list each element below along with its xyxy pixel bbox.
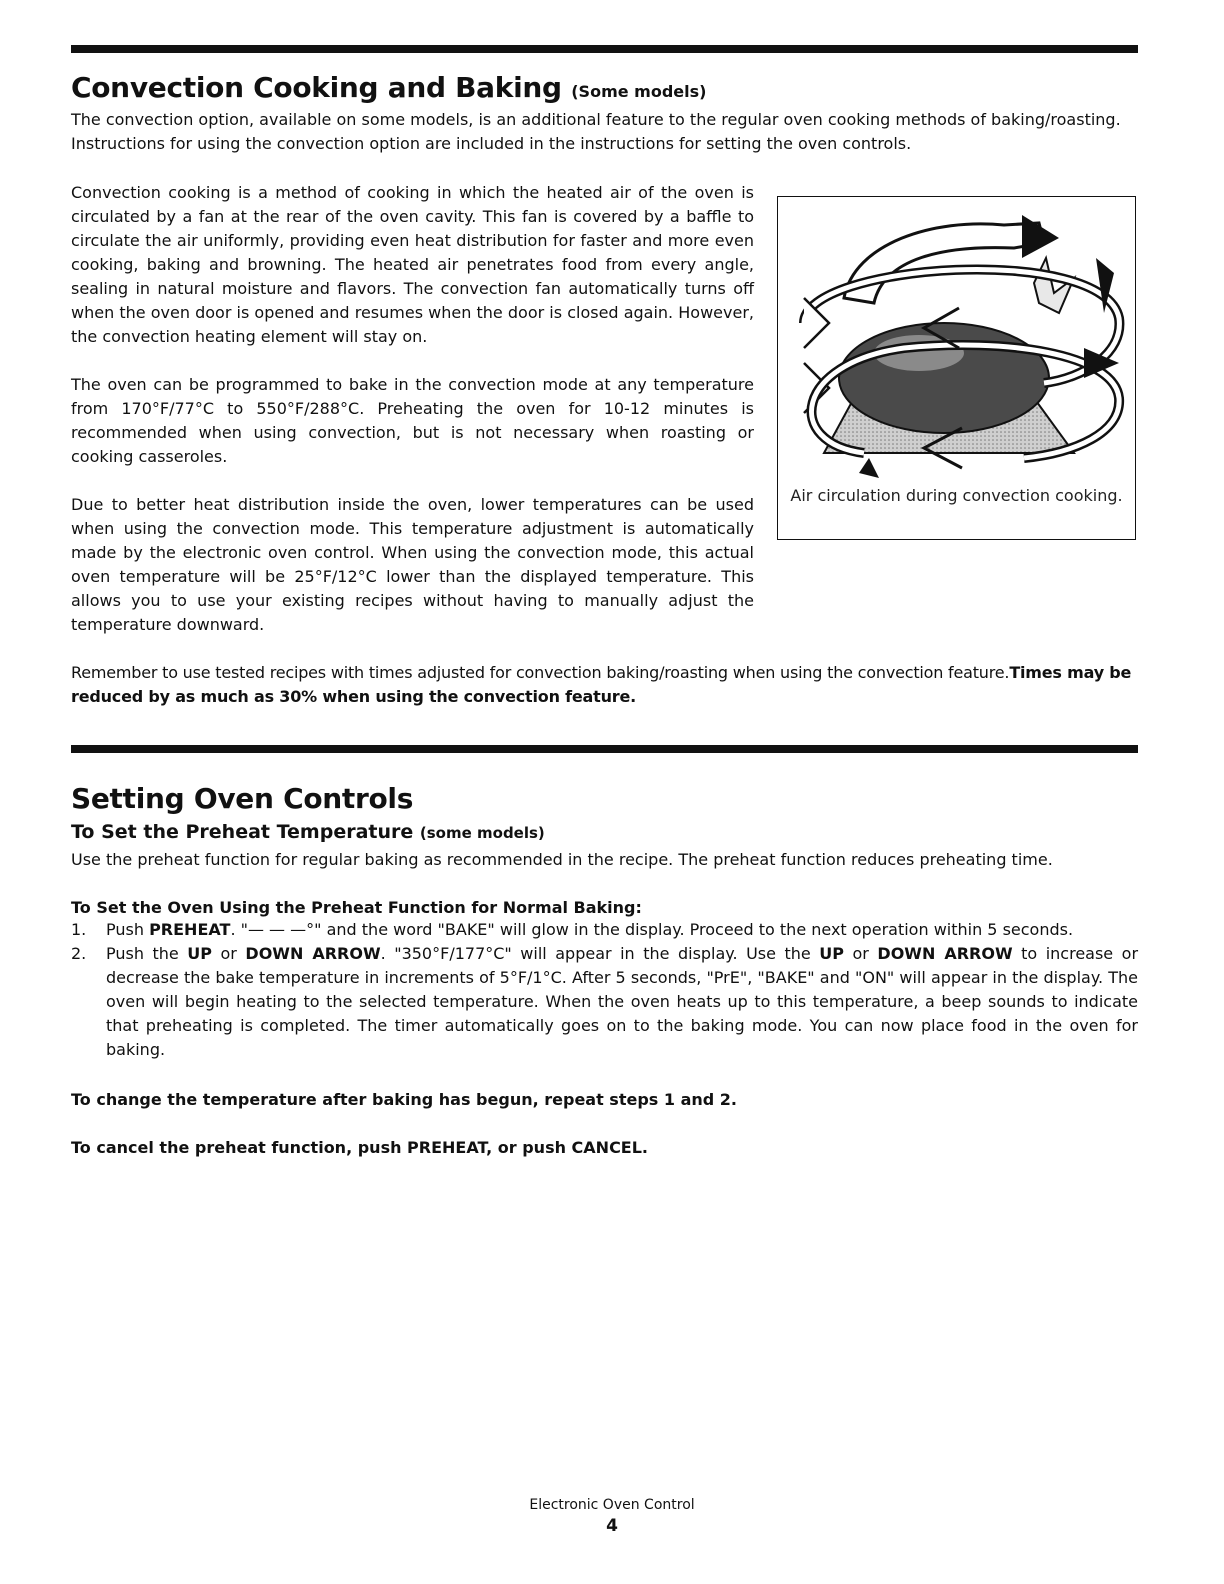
convection-paragraph-1: Convection cooking is a method of cooking in which the heated air of the oven is circulated by a fan at the rear of the oven cavity. This fan is covered by a baffle to circulate the air uniformly, providing even heat distribution for faster and more even cooking, baking and browning. The heated air penetrates food from every angle, sealing in natural moisture and flavors. The convection fan automatically turns off when the oven door is opened and resumes when the door is closed again. However, the convection heating element will stay on. [71,183,754,346]
procedure-heading: To Set the Oven Using the Preheat Function for Normal Baking: [71,898,642,917]
top-rule [71,45,1138,53]
step-2: 2. Push the UP or DOWN ARROW. "350°F/177°C" will appear in the display. Use the UP or DOWN ARROW to increase or decrease the bake temperature in increments of 5°F/1°C. After 5 seconds, "PrE", "BAKE" and "ON" will appear in the display. The oven will begin heating to the selected temperature. When the oven heats up to this temperature, a beep sounds to indicate that preheating is completed. The timer automatically goes on to the baking mode. You can now place food in the oven for baking. [71,944,1139,1059]
footer-title: Electronic Oven Control [529,1497,695,1513]
remember-paragraph: Remember to use tested recipes with times adjusted for convection baking/roasting when using the convection feature.Times may be reduced by as much as 30% when using the convection feature. [71,663,1132,706]
section-title-convection: Convection Cooking and Baking (Some models) [71,71,707,104]
page-number: 4 [606,1516,618,1536]
note-cancel-preheat: To cancel the preheat function, push PREHEAT, or push CANCEL. [71,1138,649,1157]
air-circulation-figure [777,196,1136,540]
note-change-temperature: To change the temperature after baking has begun, repeat steps 1 and 2. [71,1090,737,1109]
preheat-intro: Use the preheat function for regular baking as recommended in the recipe. The preheat function reduces preheating time. [71,850,1053,869]
convection-paragraph-2: The oven can be programmed to bake in the convection mode at any temperature from 170°F/77°C to 550°F/288°C. Preheating the oven for 10-12 minutes is recommended when using convection, but is not necessary when roasting or cooking casseroles. [71,375,754,466]
section-title-setting-controls: Setting Oven Controls [71,782,414,815]
subtitle-preheat: To Set the Preheat Temperature (some models) [71,821,545,843]
figure-caption: Air circulation during convection cooking. [790,486,1123,505]
step-1: 1. Push PREHEAT. "— — —°" and the word "BAKE" will glow in the display. Proceed to the next operation within 5 seconds. [71,920,1074,939]
section-rule [71,745,1138,753]
preheat-steps [71,918,1138,1062]
air-circulation-illustration [784,203,1129,481]
convection-intro: The convection option, available on some models, is an additional feature to the regular oven cooking methods of baking/roasting. Instructions for using the convection option are included in the instructions for setting the oven controls. [71,110,1121,153]
convection-paragraph-3: Due to better heat distribution inside the oven, lower temperatures can be used when using the convection mode. This temperature adjustment is automatically made by the electronic oven control. When using the convection mode, this actual oven temperature will be 25°F/12°C lower than the displayed temperature. This allows you to use your existing recipes without having to manually adjust the temperature downward. [71,495,754,634]
